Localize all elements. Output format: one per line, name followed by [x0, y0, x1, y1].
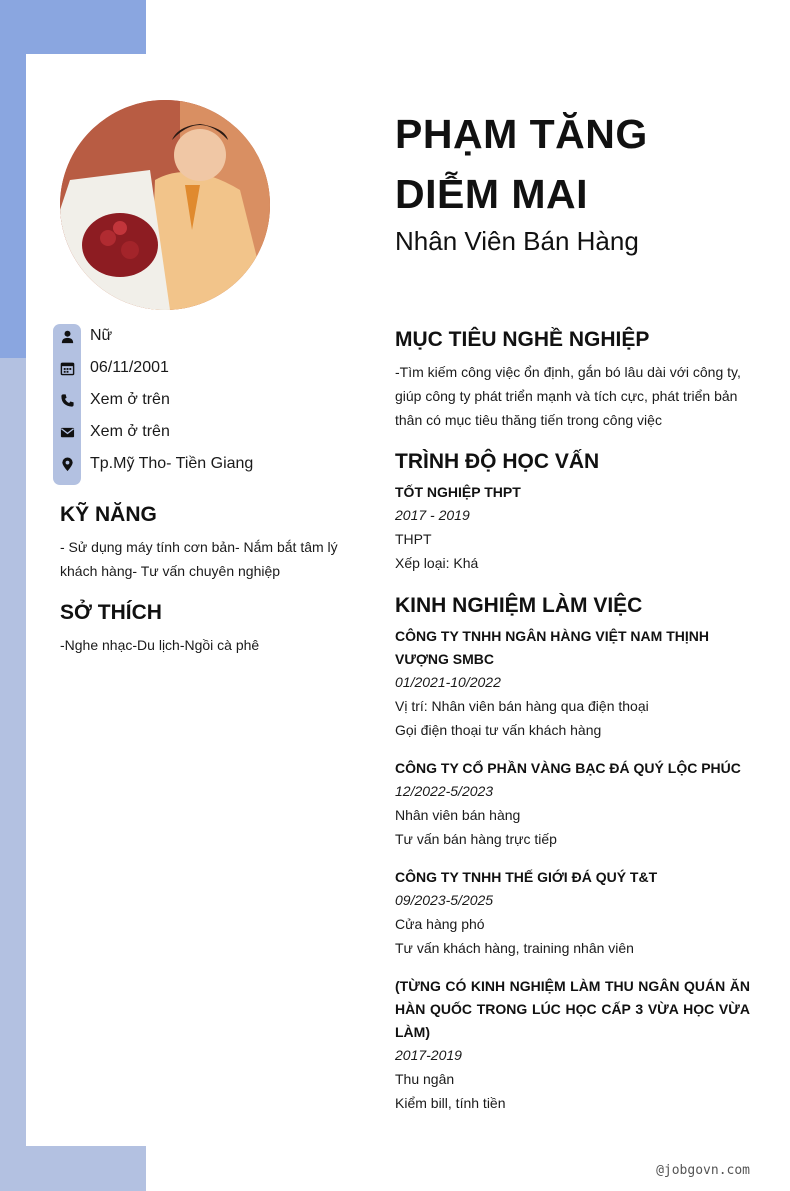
- experience-period: 2017-2019: [395, 1047, 462, 1063]
- contact-phone: [55, 384, 170, 416]
- contact-email: [55, 416, 170, 448]
- experience-period: 09/2023-5/2025: [395, 892, 494, 908]
- experience-description: Tư vấn bán hàng trực tiếp: [395, 831, 557, 847]
- avatar-photo: [60, 100, 270, 310]
- watermark: @jobgovn.com: [656, 1163, 750, 1178]
- address-value: Tp.Mỹ Tho- Tiền Giang: [90, 455, 254, 472]
- experience-position: Vị trí: Nhân viên bán hàng qua điện thoại: [395, 698, 649, 714]
- contact-birthday: [55, 352, 169, 384]
- experience-description: Gọi điện thoại tư vấn khách hàng: [395, 722, 602, 738]
- gender-value: Nữ: [90, 327, 113, 344]
- education-level: THPT: [395, 531, 432, 547]
- experience-company: CÔNG TY TNHH NGÂN HÀNG VIỆT NAM THỊNH VƯỢNG SMBC: [395, 628, 709, 667]
- education-school: TỐT NGHIỆP THPT: [395, 484, 521, 500]
- job-title: Nhân Viên Bán Hàng: [395, 226, 639, 256]
- mail-icon: [55, 420, 79, 444]
- experience-entry: [395, 866, 750, 960]
- avatar: [60, 100, 270, 310]
- experience-description: Tư vấn khách hàng, training nhân viên: [395, 940, 634, 956]
- experience-company: CÔNG TY TNHH THẾ GIỚI ĐÁ QUÝ T&T: [395, 869, 658, 885]
- education-period: 2017 - 2019: [395, 507, 470, 523]
- education-entry: [395, 481, 750, 575]
- experience-heading: KINH NGHIỆM LÀM VIỆC: [395, 594, 643, 617]
- experience-entry: [395, 975, 750, 1115]
- experience-period: 12/2022-5/2023: [395, 783, 494, 799]
- phone-value: Xem ở trên: [90, 391, 170, 408]
- experience-entry: [395, 625, 750, 742]
- experience-entry: [395, 757, 750, 851]
- candidate-name: PHẠM TĂNG DIỄM MAI: [395, 111, 648, 217]
- objective-heading: MỤC TIÊU NGHỀ NGHIỆP: [395, 328, 650, 351]
- experience-company: CÔNG TY CỔ PHẦN VÀNG BẠC ĐÁ QUÝ LỘC PHÚC: [395, 760, 741, 776]
- contact-gender: [55, 320, 112, 352]
- hobbies-heading: SỞ THÍCH: [60, 601, 162, 624]
- experience-position: Thu ngân: [395, 1071, 455, 1087]
- experience-company: (TỪNG CÓ KINH NGHIỆM LÀM THU NGÂN QUÁN ĂN HÀN QUỐC TRONG LÚC HỌC CẤP 3 VỪA HỌC VỪA LÀM): [395, 978, 750, 1040]
- education-grade: Xếp loại: Khá: [395, 555, 479, 571]
- hobbies-text: -Nghe nhạc-Du lịch-Ngồi cà phê: [60, 637, 260, 653]
- experience-position: Nhân viên bán hàng: [395, 807, 521, 823]
- phone-icon: [55, 388, 79, 412]
- experience-period: 01/2021-10/2022: [395, 674, 501, 690]
- birthday-value: 06/11/2001: [90, 359, 169, 376]
- skills-text: - Sử dụng máy tính cơn bản- Nắm bắt tâm lý khách hàng- Tư vấn chuyên nghiệp: [60, 539, 338, 579]
- education-heading: TRÌNH ĐỘ HỌC VẤN: [395, 450, 600, 473]
- calendar-icon: [55, 356, 79, 380]
- objective-text: -Tìm kiếm công việc ổn định, gắn bó lâu dài với công ty, giúp công ty phát triển mạnh và tích cực, phát triển bản thân có mục tiêu thăng tiến trong công việc: [395, 364, 741, 428]
- location-pin-icon: [55, 452, 79, 476]
- person-icon: [55, 324, 79, 348]
- experience-description: Kiểm bill, tính tiền: [395, 1095, 506, 1111]
- contact-address: [55, 448, 253, 480]
- email-value: Xem ở trên: [90, 423, 170, 440]
- experience-position: Cửa hàng phó: [395, 916, 485, 932]
- skills-heading: KỸ NĂNG: [60, 503, 157, 526]
